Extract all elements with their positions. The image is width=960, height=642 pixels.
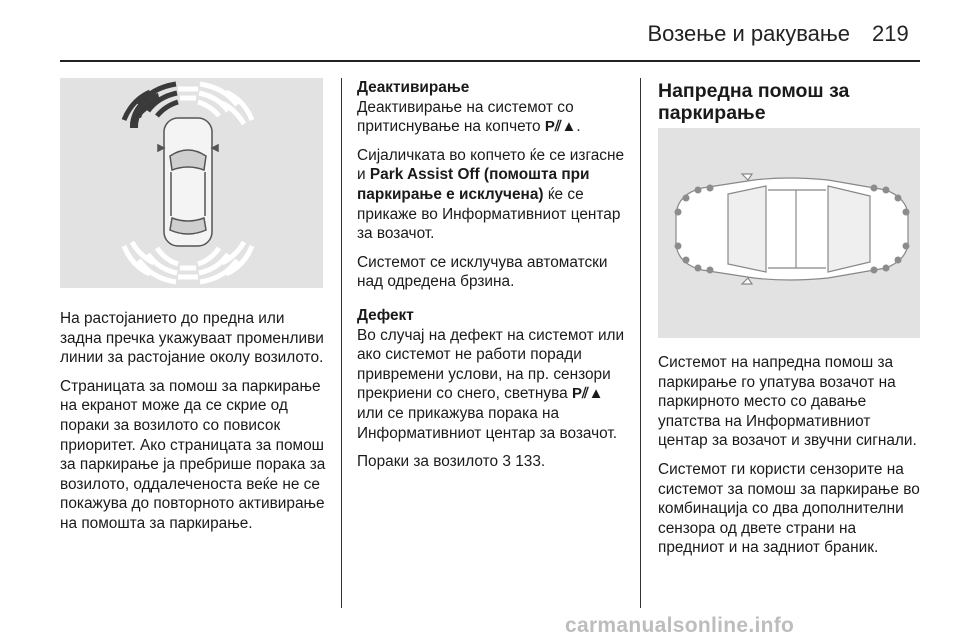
fault-paragraph-2: Пораки за возилото 3 133. [357,453,546,471]
advanced-park-assist-paragraph-1: Системот на напредна помош за паркирање го упатува возачот на паркирното место со давање упатства на Информативниот центар за возачот и звучни сигнали. [658,354,917,450]
column-3-text [658,353,924,567]
advanced-park-assist-heading: Напредна помош за паркирање [658,80,850,124]
column-divider-2 [640,78,641,608]
chapter-title: Возење и ракување [647,21,850,46]
deactivation-paragraph-3: Системот се исклучува автоматски над одредена брзина. [357,253,608,291]
distance-lines-paragraph: На растојанието до предна или задна пречка укажуваат променливи линии за растојание околу возилото. [60,310,324,367]
header-divider [60,60,920,62]
page-reference: 133. [515,453,546,471]
deactivation-paragraph-1: Деактивирање на системот со притиснување на копчето P⫽▲. [357,98,581,136]
park-assist-warning-icon: P⫽▲ [571,385,604,403]
park-assist-off-message: Park Assist Off (помошта при паркирање е исклучена) [357,166,590,203]
column-1-text [60,309,328,543]
fault-heading: Дефект [357,306,414,324]
page-reference-arrow-icon: 3 [502,453,511,471]
message-priority-paragraph: Страницата за помош за паркирање на екранот може да се скрие од пораки за возилото со повисок приоритет. Ако страницата за помош за паркирање ја пребрише порака за возилото, оддалеченоста веќе не се покажува до повторното активирање на помошта за паркирање. [60,377,326,532]
advanced-park-assist-figure [658,128,920,338]
fault-paragraph-1: Во случај на дефект на системот или ако системот не работи поради привремени услови, на пр. сензори прекриени со снего, светнува P⫽▲ или се прикажува порака на Информативниот центар за возачот. [357,326,625,442]
column-2-text [357,78,632,481]
column-divider-1 [341,78,342,608]
deactivation-paragraph-2: Сијаличката во копчето ќе се изгасне и Park Assist Off (помошта при паркирање е исклучена) ќе се прикаже во Информативниот центар за возачот. [357,146,625,243]
advanced-park-assist-paragraph-2: Системот ги користи сензорите на системот за помош за паркирање во комбинација со два дополнителни сензора од двете страни на предниот и на задниот браник. [658,460,920,557]
park-assist-button-icon: P⫽▲ [544,118,577,136]
parking-distance-figure [60,78,323,288]
column-3-heading-block [658,80,923,124]
deactivation-heading: Деактивирање [357,79,470,96]
watermark: carmanualsonline.info [565,614,795,637]
page-number: 219 [872,21,909,46]
